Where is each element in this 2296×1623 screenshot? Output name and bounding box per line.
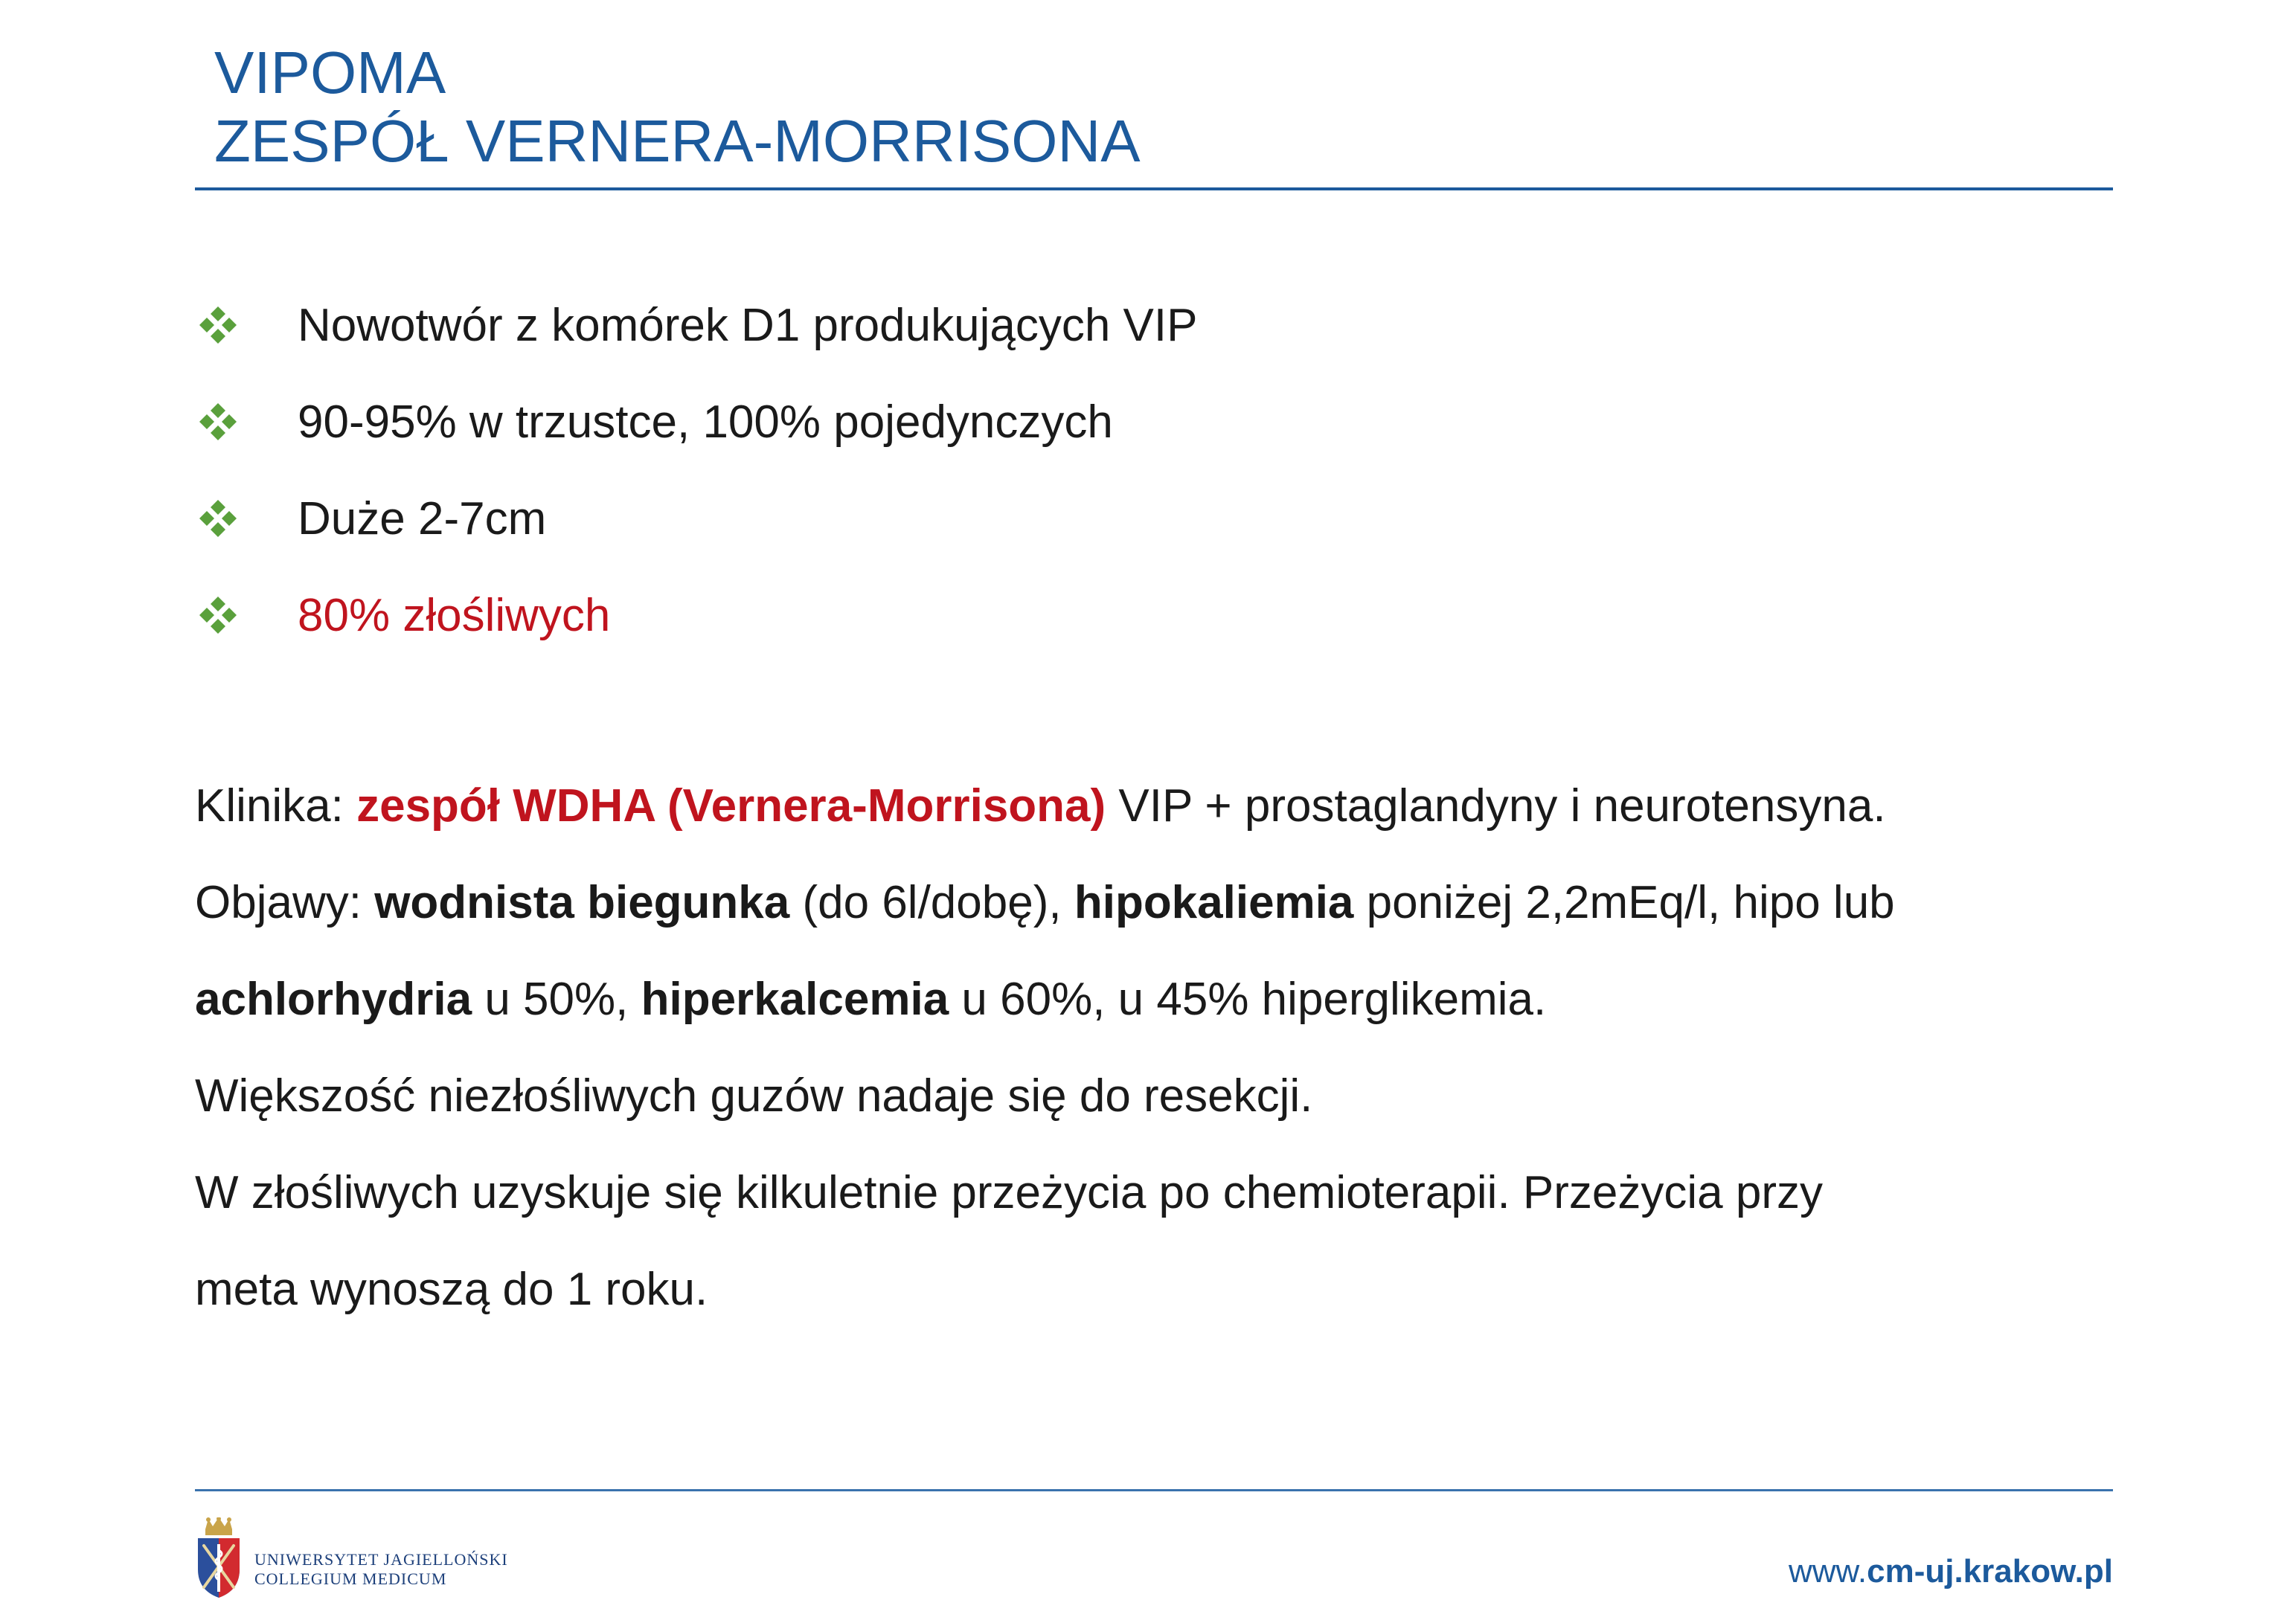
website-domain: cm-uj.krakow.pl: [1867, 1553, 2113, 1590]
bullet-item: [195, 470, 2113, 567]
body-line-clinic: [195, 757, 2113, 854]
bullet-list: [195, 277, 2113, 663]
body-line-symptoms: [195, 854, 2113, 951]
body-text: [195, 757, 2113, 1337]
website-link[interactable]: [1789, 1553, 2113, 1590]
body-line-survival: [195, 1144, 2113, 1241]
university-crest-icon: [195, 1517, 243, 1599]
body-text-segment: u 60%, u 45% hiperglikemia.: [949, 973, 1547, 1025]
four-diamond-bullet-icon: [198, 402, 238, 442]
body-text-segment: (do 6l/dobę),: [789, 876, 1074, 928]
body-text-segment: poniżej 2,2mEq/l, hipo lub: [1353, 876, 1895, 928]
bullet-item: [195, 373, 2113, 470]
body-text-bold: hiperkalcemia: [641, 973, 949, 1025]
logo-text-line-1: UNIWERSYTET JAGIELLOŃSKI: [254, 1550, 508, 1569]
slide-title-line-2: ZESPÓŁ VERNERA-MORRISONA: [214, 108, 1141, 174]
body-text-bold: wodnista biegunka: [374, 876, 790, 928]
bullet-text: Nowotwór z komórek D1 produkujących VIP: [298, 299, 1198, 351]
body-text-highlight: zespół WDHA (Vernera-Morrisona): [356, 780, 1106, 832]
slide-title-line-1: VIPOMA: [214, 39, 446, 106]
logo-text-line-2: COLLEGIUM MEDICUM: [254, 1569, 447, 1588]
slide-title: [214, 39, 2074, 176]
body-text-segment: Objawy:: [195, 876, 375, 928]
footer-divider: [195, 1489, 2113, 1491]
body-text-bold: hipokaliemia: [1074, 876, 1354, 928]
body-line-survival-cont: [195, 1241, 2113, 1337]
body-text-segment: W złośliwych uzyskuje się kilkuletnie przeżycia po chemioterapii. Przeżycia przy: [195, 1166, 1823, 1218]
body-line-resection: [195, 1047, 2113, 1144]
bullet-text-highlight: 80% złośliwych: [298, 589, 611, 641]
four-diamond-bullet-icon: [198, 305, 238, 345]
body-text-segment: Większość niezłośliwych guzów nadaje się do resekcji.: [195, 1070, 1313, 1122]
university-logo: [195, 1517, 537, 1599]
bullet-text: 90-95% w trzustce, 100% pojedynczych: [298, 396, 1113, 448]
body-line-symptoms-cont: [195, 951, 2113, 1047]
bullet-item: [195, 277, 2113, 373]
bullet-text: Duże 2-7cm: [298, 492, 547, 544]
logo-text: [254, 1550, 508, 1589]
bullet-item: [195, 567, 2113, 663]
body-text-segment: VIP + prostaglandyny i neurotensyna.: [1106, 780, 1886, 832]
body-text-segment: Klinika:: [195, 780, 357, 832]
title-underline: [195, 187, 2113, 190]
four-diamond-bullet-icon: [198, 498, 238, 539]
website-prefix: www.: [1788, 1553, 1867, 1590]
four-diamond-bullet-icon: [198, 595, 238, 635]
body-text-segment: meta wynoszą do 1 roku.: [195, 1263, 708, 1315]
body-text-segment: u 50%,: [472, 973, 641, 1025]
body-text-bold: achlorhydria: [195, 973, 472, 1025]
